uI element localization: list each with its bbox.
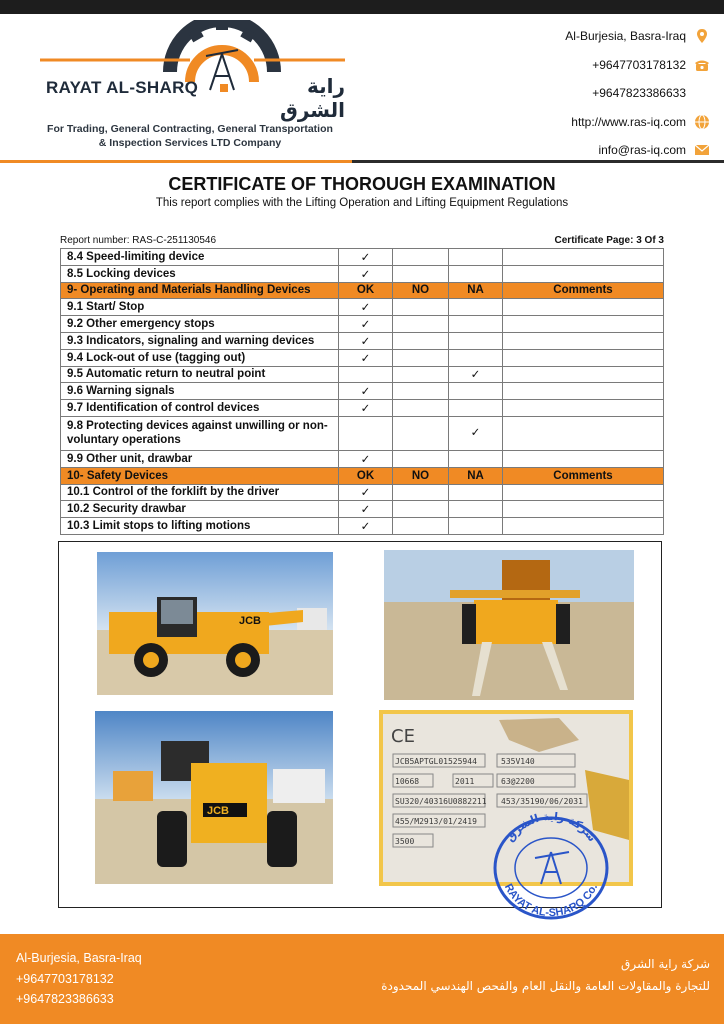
ok-cell: ✓ <box>339 383 393 400</box>
section-title: 9- Operating and Materials Handling Devices <box>61 282 339 299</box>
plate-model: 535V140 <box>501 757 535 766</box>
footer <box>0 934 724 1024</box>
ok-cell: ✓ <box>339 501 393 518</box>
item-label: 10.3 Limit stops to lifting motions <box>61 518 339 535</box>
company-name-en: RAYAT AL-SHARQ <box>46 78 199 97</box>
plate-weight: 10668 <box>395 777 420 786</box>
na-cell <box>449 518 503 535</box>
no-cell <box>393 383 449 400</box>
table-row <box>61 299 664 316</box>
phone-2-text[interactable]: +9647823386633 <box>592 86 686 101</box>
item-label: 9.8 Protecting devices against unwilling or non-voluntary operations <box>61 416 339 450</box>
photo-side-view <box>97 552 333 695</box>
comments-cell <box>503 265 664 282</box>
na-cell <box>449 484 503 501</box>
comments-cell <box>503 299 664 316</box>
company-name-ar: راية الشرق <box>279 74 345 122</box>
telehandler-rear-image <box>95 711 333 884</box>
no-cell <box>393 265 449 282</box>
table-row <box>61 383 664 400</box>
globe-icon <box>694 114 710 130</box>
plate-engine: SU320/40316U0882211 <box>395 797 487 806</box>
item-label: 10.1 Control of the forklift by the driver <box>61 484 339 501</box>
comments-cell <box>503 383 664 400</box>
no-cell <box>393 484 449 501</box>
table-row <box>61 400 664 417</box>
document-title: CERTIFICATE OF THOROUGH EXAMINATION <box>168 174 556 194</box>
footer-phone-2[interactable]: +9647823386633 <box>16 992 114 1006</box>
section-header-9 <box>61 282 664 299</box>
footer-phone-1[interactable]: +9647703178132 <box>16 971 114 986</box>
no-cell <box>393 450 449 467</box>
photo-panel <box>58 541 662 920</box>
na-cell <box>449 299 503 316</box>
no-cell <box>393 299 449 316</box>
na-header: NA <box>449 282 503 299</box>
contact-address <box>490 22 710 51</box>
ok-cell: ✓ <box>339 349 393 366</box>
no-header: NO <box>393 282 449 299</box>
table-row <box>61 332 664 349</box>
ok-cell: ✓ <box>339 316 393 333</box>
na-cell <box>449 332 503 349</box>
company-stamp <box>487 812 615 920</box>
comments-cell <box>503 400 664 417</box>
header-divider-dark <box>352 160 724 163</box>
table-row <box>61 316 664 333</box>
telehandler-front-image <box>384 550 634 700</box>
comments-cell <box>503 316 664 333</box>
no-cell <box>393 249 449 266</box>
ok-cell <box>339 366 393 383</box>
no-cell <box>393 366 449 383</box>
table-row <box>61 249 664 266</box>
photo-front-view <box>384 550 634 700</box>
table-row <box>61 265 664 282</box>
na-cell <box>449 349 503 366</box>
ok-cell: ✓ <box>339 249 393 266</box>
footer-ar-description: للتجارة والمقاولات العامة والنقل العام والفحص الهندسي المحدودة <box>381 979 710 993</box>
no-cell <box>393 332 449 349</box>
item-label: 9.5 Automatic return to neutral point <box>61 366 339 383</box>
no-cell <box>393 316 449 333</box>
ok-cell: ✓ <box>339 265 393 282</box>
plate-vin: JCB5APTGL01525944 <box>395 757 477 766</box>
table-row <box>61 416 664 450</box>
ok-cell: ✓ <box>339 518 393 535</box>
certificate-page: Certificate Page: 3 Of 3 <box>554 235 664 246</box>
table-row <box>61 484 664 501</box>
comments-cell <box>503 501 664 518</box>
comments-cell <box>503 484 664 501</box>
table-row <box>61 501 664 518</box>
company-tagline <box>20 122 360 150</box>
header-contacts <box>490 22 710 165</box>
ok-cell: ✓ <box>339 450 393 467</box>
footer-arabic-company <box>381 953 710 997</box>
stamp-arabic-text: شركة راية الشرق <box>503 812 599 845</box>
telehandler-side-image <box>97 552 333 695</box>
ok-cell <box>339 416 393 450</box>
ok-cell: ✓ <box>339 299 393 316</box>
ok-cell: ✓ <box>339 400 393 417</box>
plate-power: 63@2200 <box>501 777 535 786</box>
comments-header: Comments <box>503 282 664 299</box>
footer-ar-name: شركة راية الشرق <box>621 957 710 971</box>
tagline-line-1: For Trading, General Contracting, General Transportation <box>47 123 333 135</box>
item-label: 9.4 Lock-out of use (tagging out) <box>61 349 339 366</box>
company-logo <box>40 20 345 120</box>
na-cell <box>449 383 503 400</box>
item-label: 8.4 Speed-limiting device <box>61 249 339 266</box>
table-row <box>61 349 664 366</box>
comments-cell <box>503 249 664 266</box>
table-row <box>61 366 664 383</box>
plate-axle-2: 455/M2913/01/2419 <box>395 817 477 826</box>
no-cell <box>393 400 449 417</box>
address-text: Al-Burjesia, Basra-Iraq <box>565 29 686 44</box>
item-label: 9.2 Other emergency stops <box>61 316 339 333</box>
comments-header: Comments <box>503 467 664 484</box>
contact-website[interactable] <box>490 108 710 137</box>
plate-year: 2011 <box>455 777 475 786</box>
section-header-10 <box>61 467 664 484</box>
na-cell <box>449 265 503 282</box>
examination-table <box>60 248 664 535</box>
stamp-seal <box>487 812 615 920</box>
header-divider-orange <box>0 160 352 163</box>
item-label: 8.5 Locking devices <box>61 265 339 282</box>
item-label: 9.3 Indicators, signaling and warning devices <box>61 332 339 349</box>
na-cell <box>449 400 503 417</box>
comments-cell <box>503 450 664 467</box>
item-label: 9.6 Warning signals <box>61 383 339 400</box>
na-header: NA <box>449 467 503 484</box>
plate-capacity: 3500 <box>395 837 415 846</box>
jcb-logo-rear: JCB <box>207 805 230 817</box>
top-bar <box>0 0 724 14</box>
footer-address: Al-Burjesia, Basra-Iraq <box>16 951 142 965</box>
location-pin-icon <box>694 28 710 44</box>
no-header: NO <box>393 467 449 484</box>
no-cell <box>393 518 449 535</box>
no-cell <box>393 349 449 366</box>
jcb-logo-side: JCB <box>239 615 262 627</box>
website-link[interactable]: http://www.ras-iq.com <box>571 114 686 129</box>
comments-cell <box>503 416 664 450</box>
report-number: Report number: RAS-C-251130546 <box>60 235 217 246</box>
stamp-english-text: RAYAT AL-SHARQ Co. <box>501 881 601 920</box>
plate-axle: 453/35190/06/2031 <box>501 797 583 806</box>
comments-cell <box>503 366 664 383</box>
envelope-icon <box>694 142 710 158</box>
na-cell: ✓ <box>449 366 503 383</box>
item-label: 10.2 Security drawbar <box>61 501 339 518</box>
tagline-line-2: & Inspection Services LTD Company <box>98 137 282 149</box>
na-cell <box>449 501 503 518</box>
item-label: 9.9 Other unit, drawbar <box>61 450 339 467</box>
ok-cell: ✓ <box>339 332 393 349</box>
stamp-derrick-icon <box>535 852 569 884</box>
email-link[interactable]: info@ras-iq.com <box>598 143 686 158</box>
na-cell <box>449 450 503 467</box>
footer-contacts <box>16 948 142 1010</box>
comments-cell <box>503 332 664 349</box>
ok-header: OK <box>339 282 393 299</box>
document-subtitle: This report complies with the Lifting Operation and Lifting Equipment Regulations <box>155 197 569 209</box>
photo-rear-view <box>95 711 333 884</box>
comments-cell <box>503 518 664 535</box>
telephone-icon <box>694 57 710 73</box>
section-title: 10- Safety Devices <box>61 467 339 484</box>
comments-cell <box>503 349 664 366</box>
no-cell <box>393 501 449 518</box>
ok-cell: ✓ <box>339 484 393 501</box>
table-row <box>61 518 664 535</box>
ok-header: OK <box>339 467 393 484</box>
item-label: 9.7 Identification of control devices <box>61 400 339 417</box>
item-label: 9.1 Start/ Stop <box>61 299 339 316</box>
contact-phone-2[interactable] <box>490 79 710 108</box>
table-row <box>61 450 664 467</box>
no-cell <box>393 416 449 450</box>
contact-phone-1[interactable] <box>490 51 710 80</box>
na-cell <box>449 316 503 333</box>
na-cell: ✓ <box>449 416 503 450</box>
phone-1-text[interactable]: +9647703178132 <box>592 57 686 72</box>
ce-mark: CE <box>391 726 415 747</box>
phone-2-spacer <box>694 85 710 101</box>
na-cell <box>449 249 503 266</box>
